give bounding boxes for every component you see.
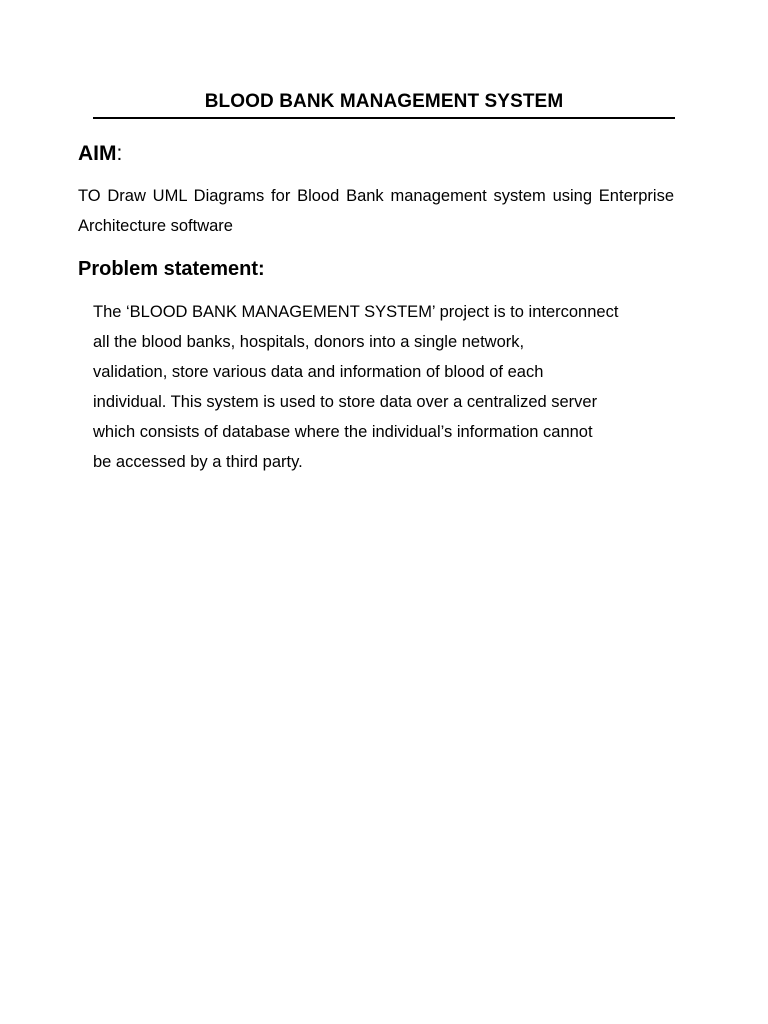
problem-statement-heading: Problem statement: [78,258,265,280]
paragraph-line: which consists of database where the individual’s information cannot [93,423,593,441]
paragraph-line: be accessed by a third party. [93,453,303,471]
paragraph-line: validation, store various data and information of blood of each [93,363,544,381]
title-underline [93,117,675,119]
aim-heading [78,139,122,169]
paragraph-line: The ‘BLOOD BANK MANAGEMENT SYSTEM’ project is to interconnect [93,303,619,321]
paragraph-line: all the blood banks, hospitals, donors into a single network, [93,333,525,351]
aim-heading-label: AIM [78,142,117,165]
problem-statement-paragraph [93,297,683,477]
paragraph-line: individual. This system is used to store data over a centralized server [93,393,598,411]
document-title: BLOOD BANK MANAGEMENT SYSTEM [204,91,564,112]
aim-heading-colon: : [116,142,123,165]
aim-paragraph: TO Draw UML Diagrams for Blood Bank management system using Enterprise Architecture software [78,187,674,235]
